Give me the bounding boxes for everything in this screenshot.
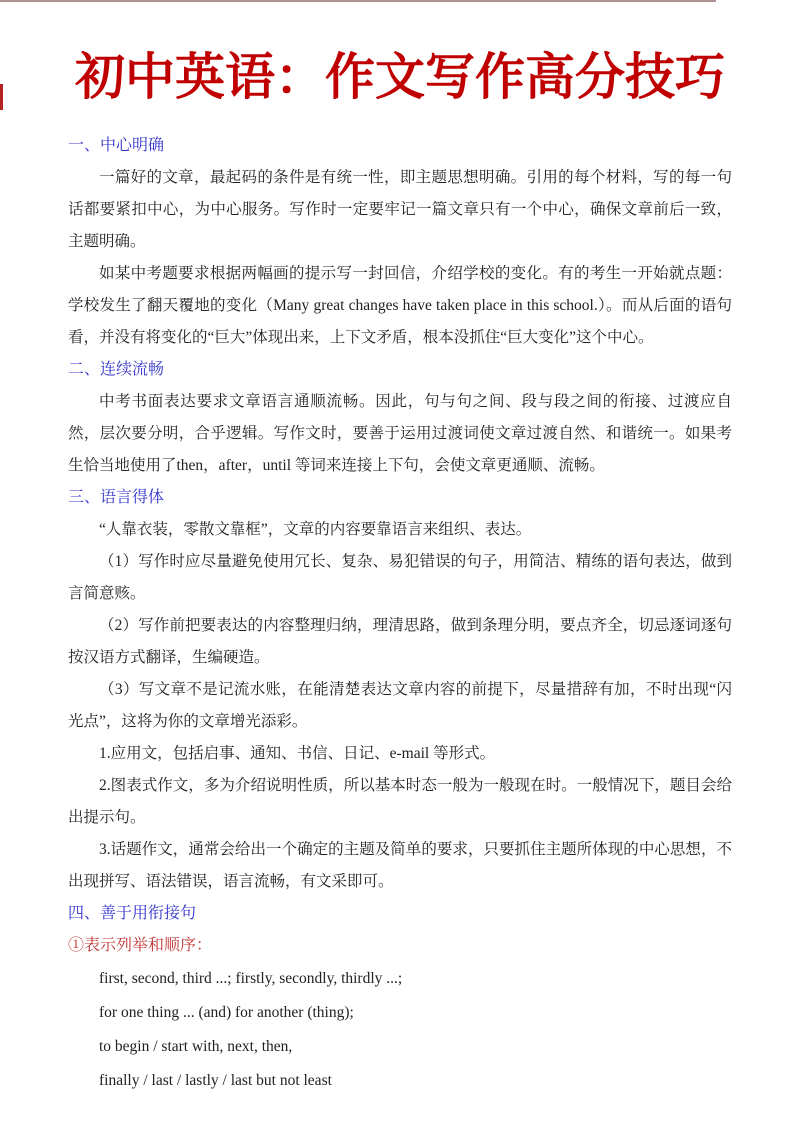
paragraph: 3.话题作文，通常会给出一个确定的主题及简单的要求，只要抓住主题所体现的中心思想，不出现拼写、语法错误，语言流畅，有文采即可。 (68, 841, 732, 890)
section-heading-continuous-fluent: 二、连续流畅 (68, 361, 165, 378)
linking-phrase-line: first, second, third ...; firstly, secondly, thirdly ...; (99, 970, 403, 987)
section-heading-center-clear: 一、中心明确 (68, 137, 165, 154)
section-heading-linking-sentences: 四、善于用衔接句 (68, 905, 197, 922)
paragraph: 2.图表式作文，多为介绍说明性质，所以基本时态一般为一般现在时。一般情况下，题目会给出提示句。 (68, 777, 732, 826)
linking-phrase-line: finally / last / lastly / last but not least (99, 1072, 332, 1089)
scan-artifact-left-tick (0, 84, 3, 110)
paragraph: 如某中考题要求根据两幅画的提示写一封回信，介绍学校的变化。有的考生一开始就点题：学校发生了翻天覆地的变化（Many great changes have taken place in this school.）。而从后面的语句看，并没有将变化的“巨大”体现出来，上下文矛盾，根本没抓住“巨大变化”这个中心。 (68, 265, 732, 346)
paragraph: 1.应用文，包括启事、通知、书信、日记、e-mail 等形式。 (99, 745, 496, 762)
paragraph: （2）写作前把要表达的内容整理归纳，理清思路，做到条理分明，要点齐全，切忌逐词逐句按汉语方式翻译，生编硬造。 (68, 617, 732, 666)
document-body (0, 130, 800, 1098)
scan-artifact-top-line (0, 0, 716, 2)
linking-phrase-line: for one thing ... (and) for another (thing); (99, 1004, 354, 1021)
paragraph: 一篇好的文章，最起码的条件是有统一性，即主题思想明确。引用的每个材料，写的每一句话都要紧扣中心，为中心服务。写作时一定要牢记一篇文章只有一个中心，确保文章前后一致，主题明确。 (68, 169, 732, 250)
paragraph: “人靠衣装，零散文靠框”，文章的内容要靠语言来组织、表达。 (99, 521, 532, 538)
page-title: 初中英语：作文写作高分技巧 (75, 49, 725, 105)
subheading-enumeration-order: ①表示列举和顺序： (68, 937, 213, 954)
section-heading-appropriate-language: 三、语言得体 (68, 489, 165, 506)
paragraph: 中考书面表达要求文章语言通顺流畅。因此，句与句之间、段与段之间的衔接、过渡应自然，层次要分明，合乎逻辑。写作文时，要善于运用过渡词使文章过渡自然、和谐统一。如果考生恰当地使用了then，after，until 等词来连接上下句，会使文章更通顺、流畅。 (68, 393, 732, 474)
paragraph: （3）写文章不是记流水账，在能清楚表达文章内容的前提下，尽量措辞有加，不时出现“闪光点”，这将为你的文章增光添彩。 (68, 681, 732, 730)
paragraph: （1）写作时应尽量避免使用冗长、复杂、易犯错误的句子，用简洁、精练的语句表达，做到言简意赅。 (68, 553, 732, 602)
linking-phrase-line: to begin / start with, next, then, (99, 1038, 293, 1055)
